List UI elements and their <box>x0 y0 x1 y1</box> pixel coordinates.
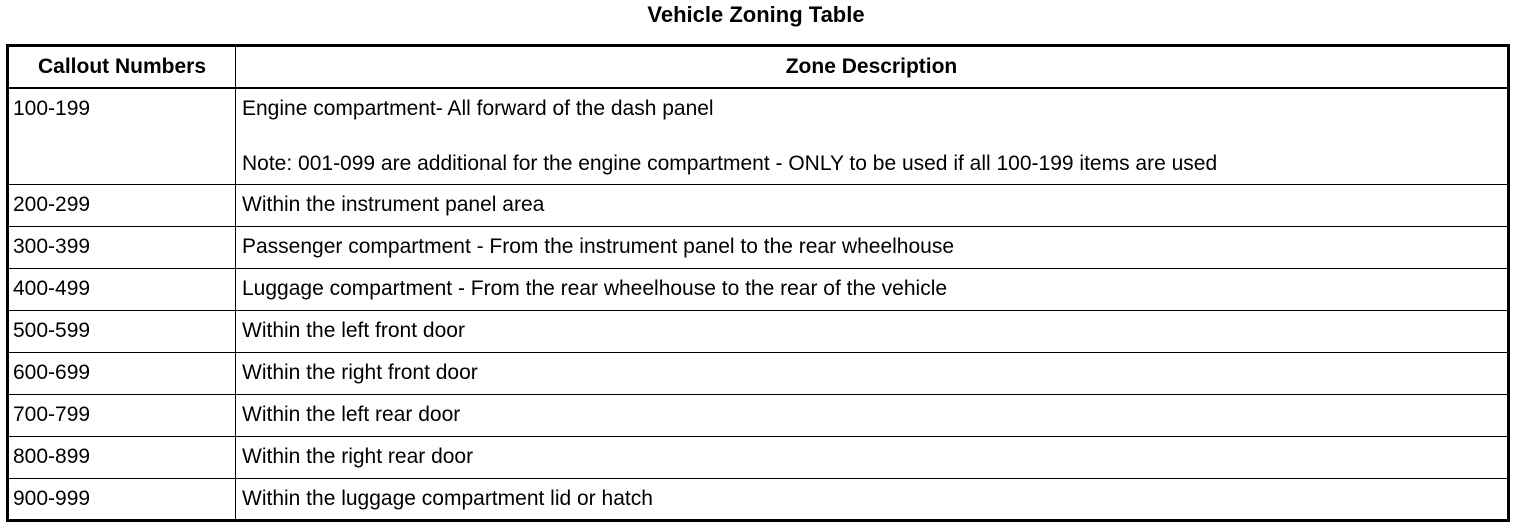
description-cell: Within the right rear door <box>236 436 1509 478</box>
note-text: Note: 001-099 are additional for the engine compartment - ONLY to be used if all 100-199 items are used <box>242 152 1218 175</box>
callout-cell: 300-399 <box>8 226 236 268</box>
table-row <box>8 352 1509 394</box>
description-text: Engine compartment- All forward of the dash panel <box>242 97 714 120</box>
table-row <box>8 226 1509 268</box>
description-cell: Within the instrument panel area <box>236 184 1509 226</box>
description-header: Zone Description <box>236 46 1509 89</box>
table-row <box>8 478 1509 520</box>
table-row <box>8 184 1509 226</box>
description-cell: Passenger compartment - From the instrument panel to the rear wheelhouse <box>236 226 1509 268</box>
callout-cell: 700-799 <box>8 394 236 436</box>
zoning-table <box>6 44 1510 522</box>
description-cell: Within the left rear door <box>236 394 1509 436</box>
page-title: Vehicle Zoning Table <box>647 2 865 27</box>
table-row <box>8 436 1509 478</box>
description-cell: Within the right front door <box>236 352 1509 394</box>
header-row <box>8 46 1509 89</box>
table-row <box>8 88 1509 184</box>
description-cell: Luggage compartment - From the rear wheelhouse to the rear of the vehicle <box>236 268 1509 310</box>
callout-cell: 500-599 <box>8 310 236 352</box>
callout-cell: 200-299 <box>8 184 236 226</box>
callout-cell: 400-499 <box>8 268 236 310</box>
callout-cell: 100-199 <box>8 88 236 184</box>
description-cell: Within the luggage compartment lid or hatch <box>236 478 1509 520</box>
callout-header: Callout Numbers <box>8 46 236 89</box>
table-row <box>8 394 1509 436</box>
description-cell <box>236 88 1509 184</box>
table-row <box>8 268 1509 310</box>
callout-cell: 900-999 <box>8 478 236 520</box>
callout-cell: 600-699 <box>8 352 236 394</box>
callout-cell: 800-899 <box>8 436 236 478</box>
description-cell: Within the left front door <box>236 310 1509 352</box>
table-row <box>8 310 1509 352</box>
